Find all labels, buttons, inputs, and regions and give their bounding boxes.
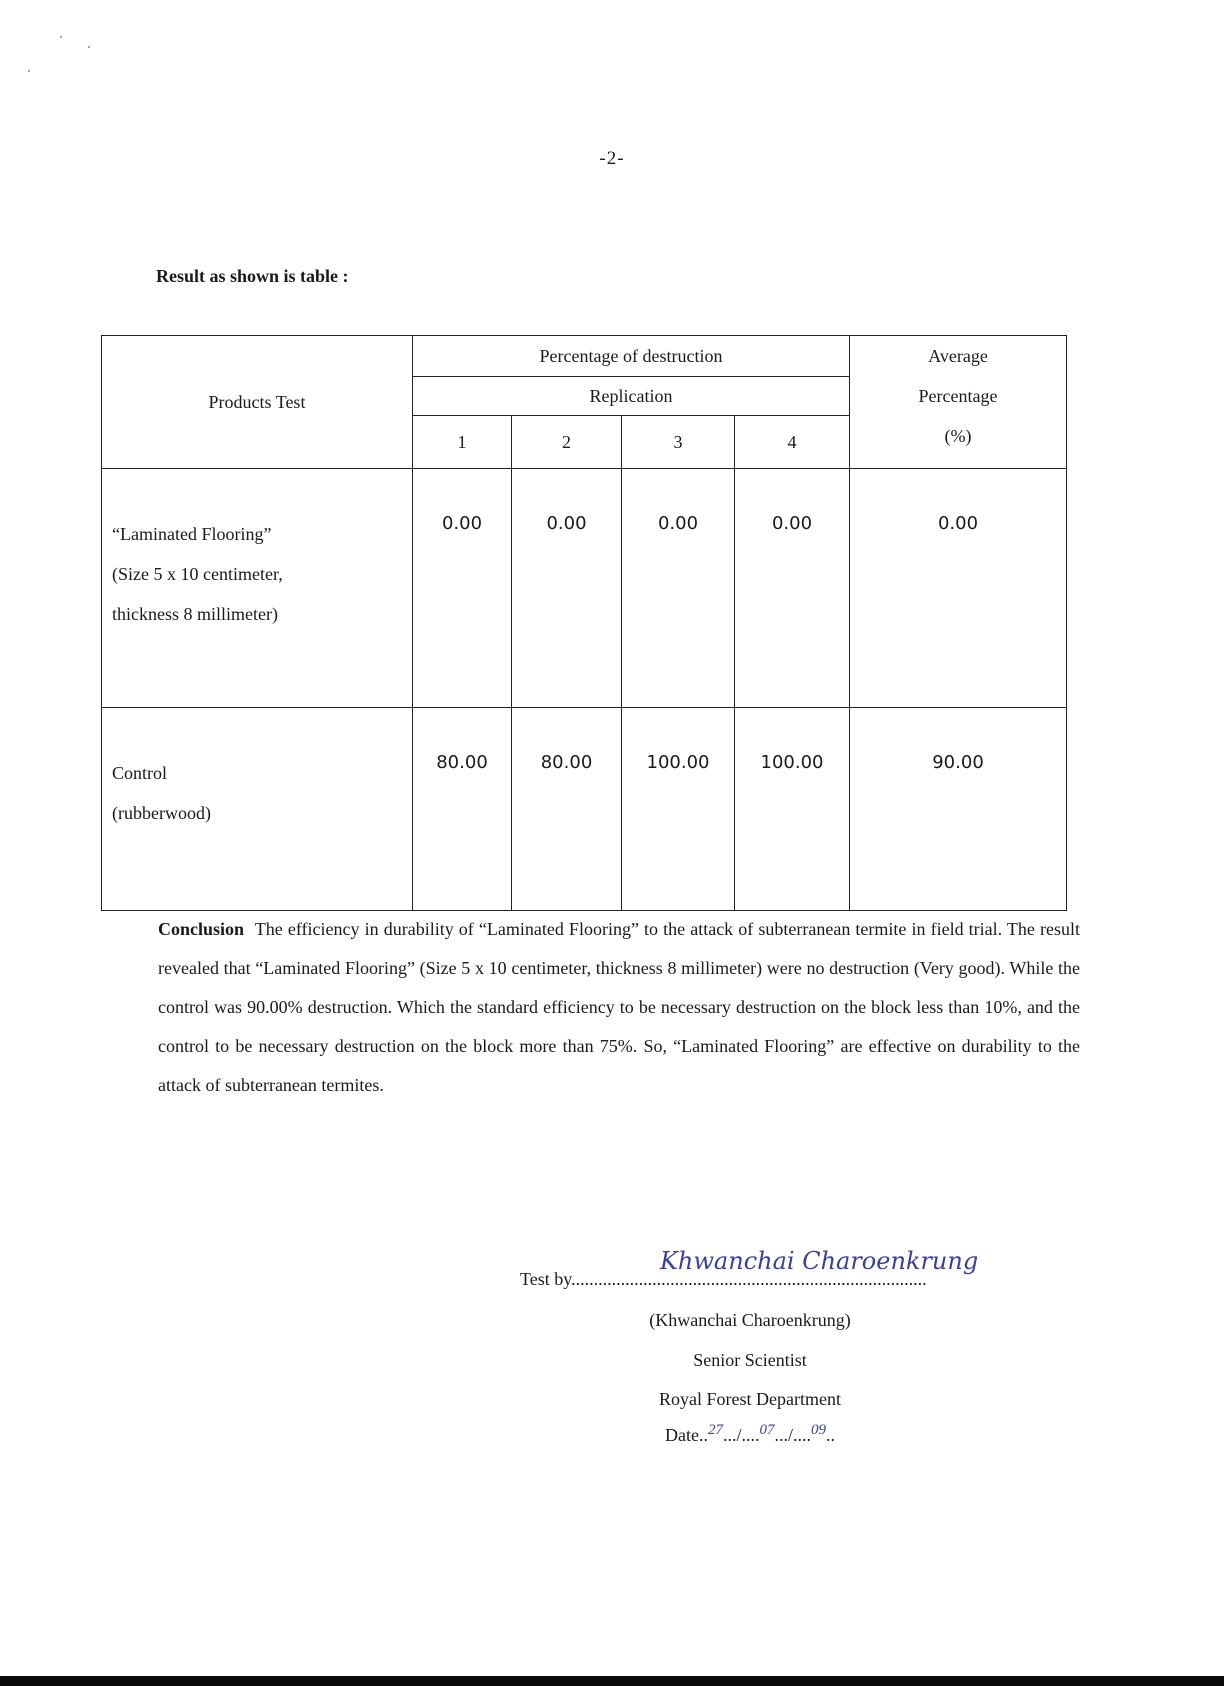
replication-header: Replication [413, 377, 850, 416]
average-header-line: Percentage [918, 386, 998, 406]
replication-value: 100.00 [622, 708, 735, 911]
replication-value: 0.00 [512, 469, 622, 708]
scan-speck [60, 36, 62, 38]
date-year: 09 [811, 1422, 826, 1438]
printed-name: (Khwanchai Charoenkrung) [649, 1310, 851, 1330]
test-by-label: Test by [520, 1269, 572, 1289]
average-value: 90.00 [850, 708, 1067, 911]
replication-3-header: 3 [622, 416, 735, 469]
replication-value: 0.00 [622, 469, 735, 708]
product-cell [102, 708, 413, 911]
date-month: 07 [759, 1422, 775, 1438]
product-size: (Size 5 x 10 centimeter, [112, 564, 283, 584]
conclusion-label: Conclusion [158, 919, 245, 939]
replication-value: 80.00 [512, 708, 622, 911]
average-header-line: Average [928, 346, 988, 366]
average-value: 0.00 [850, 469, 1067, 708]
handwritten-signature: Khwanchai Charoenkrung [660, 1247, 979, 1275]
department: Royal Forest Department [659, 1389, 841, 1409]
replication-2-header: 2 [512, 416, 622, 469]
scan-border [0, 1676, 1224, 1686]
header-row [102, 336, 1067, 377]
average-percentage-header [850, 336, 1067, 469]
replication-value: 0.00 [413, 469, 512, 708]
results-table [101, 335, 1067, 911]
scan-speck [88, 46, 90, 48]
product-name: “Laminated Flooring” [112, 524, 272, 544]
products-test-header: Products Test [102, 336, 413, 469]
percentage-destruction-header: Percentage of destruction [413, 336, 850, 377]
replication-1-header: 1 [413, 416, 512, 469]
product-thickness: thickness 8 millimeter) [112, 604, 278, 624]
page-number: -2- [599, 148, 625, 169]
replication-4-header: 4 [735, 416, 850, 469]
job-title: Senior Scientist [693, 1350, 807, 1370]
table-row [102, 708, 1067, 911]
date-day: 27 [707, 1422, 723, 1438]
date-line: Date..$^{27}$.../....$^{07}$.../....$^{09}$.. [664, 1422, 835, 1445]
scan-speck [28, 70, 30, 72]
average-header-line: (%) [944, 426, 972, 446]
signature-dots: ............................................................................... [571, 1269, 927, 1289]
product-name: Control [112, 763, 168, 783]
date-label: Date [664, 1425, 699, 1445]
intro-text: Result as shown is table : [156, 266, 349, 286]
conclusion-text: The efficiency in durability of “Laminated Flooring” to the attack of subterranean termite in field trial. The result revealed that “Laminated Flooring” (Size 5 x 10 centimeter, thickness 8 millimeter) were no destruction (Very good). While the control was 90.00% destruction. Which the standard efficiency to be necessary destruction on the block less than 10%, and the control to be necessary destruction on the block more than 75%. So, “Laminated Flooring” are effective on durability to the attack of subterranean termites. [158, 919, 1080, 1095]
product-material: (rubberwood) [112, 803, 211, 823]
replication-value: 80.00 [413, 708, 512, 911]
product-cell [102, 469, 413, 708]
replication-value: 100.00 [735, 708, 850, 911]
table-row [102, 469, 1067, 708]
replication-value: 0.00 [735, 469, 850, 708]
conclusion-paragraph [158, 910, 1080, 1105]
